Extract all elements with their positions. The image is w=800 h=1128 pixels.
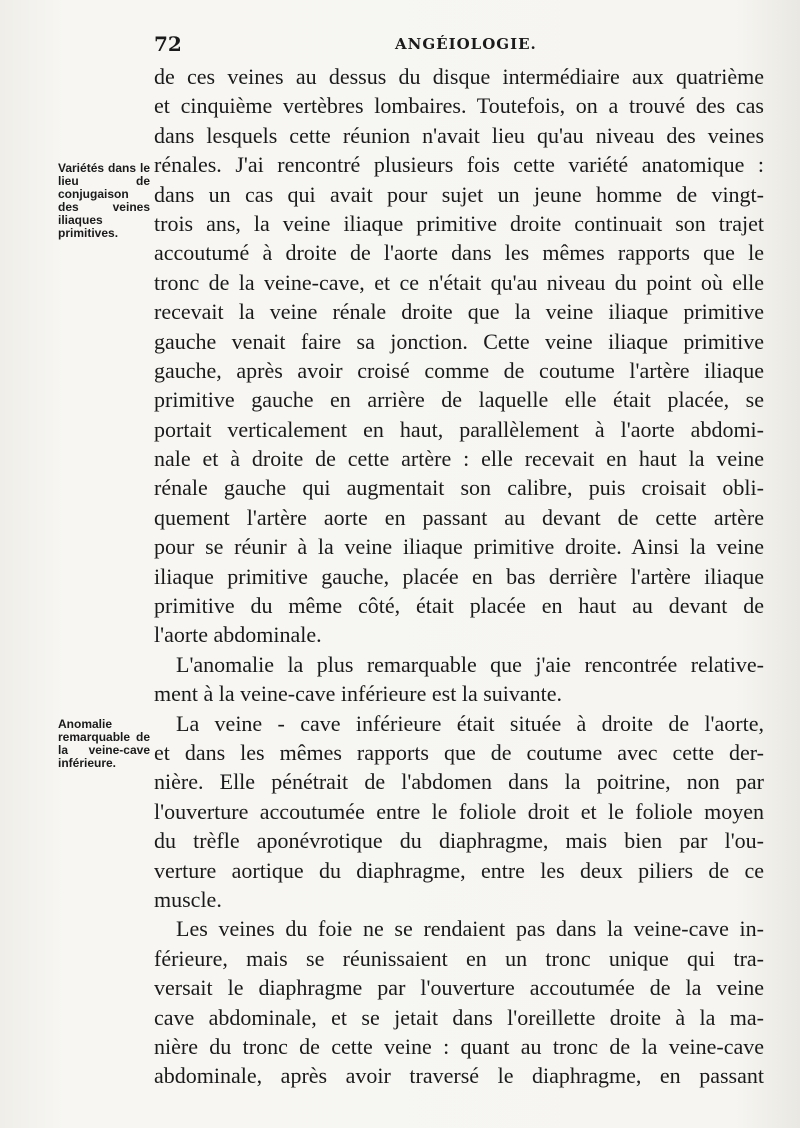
text-line: trois ans, la veine iliaque primitive droite continuait son trajet: [154, 210, 764, 236]
text-line: verture aortique du diaphragme, entre les deux piliers de ce: [154, 857, 764, 883]
text-line: recevait la veine rénale droite que la veine iliaque primitive: [154, 299, 764, 325]
text-line: accoutumé à droite de l'aorte dans les mêmes rapports que le: [154, 240, 764, 266]
body-text: [154, 62, 764, 1091]
margin-note-varietes: Variétés dans le lieu de conjugaison des veines iliaques primitives.: [58, 161, 150, 240]
text-line: gauche venait faire sa jonction. Cette veine iliaque primitive: [154, 328, 764, 354]
text-line: La veine - cave inférieure était située à droite de l'aorte,: [176, 710, 764, 736]
text-line: du trèfle aponévrotique du diaphragme, mais bien par l'ou-: [154, 828, 764, 854]
page-number: 72: [154, 32, 182, 56]
text-line: pour se réunir à la veine iliaque primitive droite. Ainsi la veine: [154, 534, 764, 560]
text-line: l'ouverture accoutumée entre le foliole droit et le foliole moyen: [154, 798, 764, 824]
text-line: et dans les mêmes rapports que de coutume avec cette der-: [154, 739, 764, 765]
text-line: quement l'artère aorte en passant au devant de cette artère: [154, 504, 764, 530]
page-header: [0, 32, 800, 56]
text-line: primitive du même côté, était placée en haut au devant de: [154, 593, 764, 619]
text-line: dans lesquels cette réunion n'avait lieu qu'au niveau des veines: [154, 122, 764, 148]
text-line: primitive gauche en arrière de laquelle elle était placée, se: [154, 387, 764, 413]
text-line: tronc de la veine-cave, et ce n'était qu'au niveau du point où elle: [154, 269, 764, 295]
text-line: férieure, mais se réunissaient en un tronc unique qui tra-: [154, 945, 764, 971]
margin-note-anomalie: Anomalie remarquable de la veine-cave inférieure.: [58, 717, 150, 770]
text-line: muscle.: [154, 886, 222, 912]
running-title: ANGÉIOLOGIE.: [395, 35, 537, 53]
text-line: nière. Elle pénétrait de l'abdomen dans la poitrine, non par: [154, 769, 764, 795]
text-line: nale et à droite de cette artère : elle recevait en haut la veine: [154, 446, 764, 472]
text-line: de ces veines au dessus du disque intermédiaire aux quatrième: [154, 64, 764, 89]
text-line: cave abdominale, et se jetait dans l'oreillette droite à la ma-: [154, 1004, 764, 1030]
text-line: gauche, après avoir croisé comme de coutume l'artère iliaque: [154, 357, 764, 383]
text-line: rénales. J'ai rencontré plusieurs fois cette variété anatomique :: [154, 152, 764, 178]
text-line: l'aorte abdominale.: [154, 622, 322, 648]
text-line: dans un cas qui avait pour sujet un jeune homme de vingt-: [154, 181, 764, 207]
text-line: ment à la veine-cave inférieure est la suivante.: [154, 681, 563, 707]
text-line: abdominale, après avoir traversé le diaphragme, en passant: [154, 1063, 764, 1089]
text-line: iliaque primitive gauche, placée en bas derrière l'artère iliaque: [154, 563, 764, 589]
text-line: rénale gauche qui augmentait son calibre, puis croisait obli-: [154, 475, 764, 501]
text-line: portait verticalement en haut, parallèlement à l'aorte abdomi-: [154, 416, 764, 442]
text-line: et cinquième vertèbres lombaires. Toutefois, on a trouvé des cas: [154, 93, 764, 119]
text-line: versait le diaphragme par l'ouverture accoutumée de la veine: [154, 975, 764, 1001]
text-line: L'anomalie la plus remarquable que j'aie rencontrée relative-: [176, 651, 764, 677]
text-line: Les veines du foie ne se rendaient pas dans la veine-cave in-: [176, 916, 764, 942]
text-line: nière du tronc de cette veine : quant au tronc de la veine-cave: [154, 1033, 764, 1059]
